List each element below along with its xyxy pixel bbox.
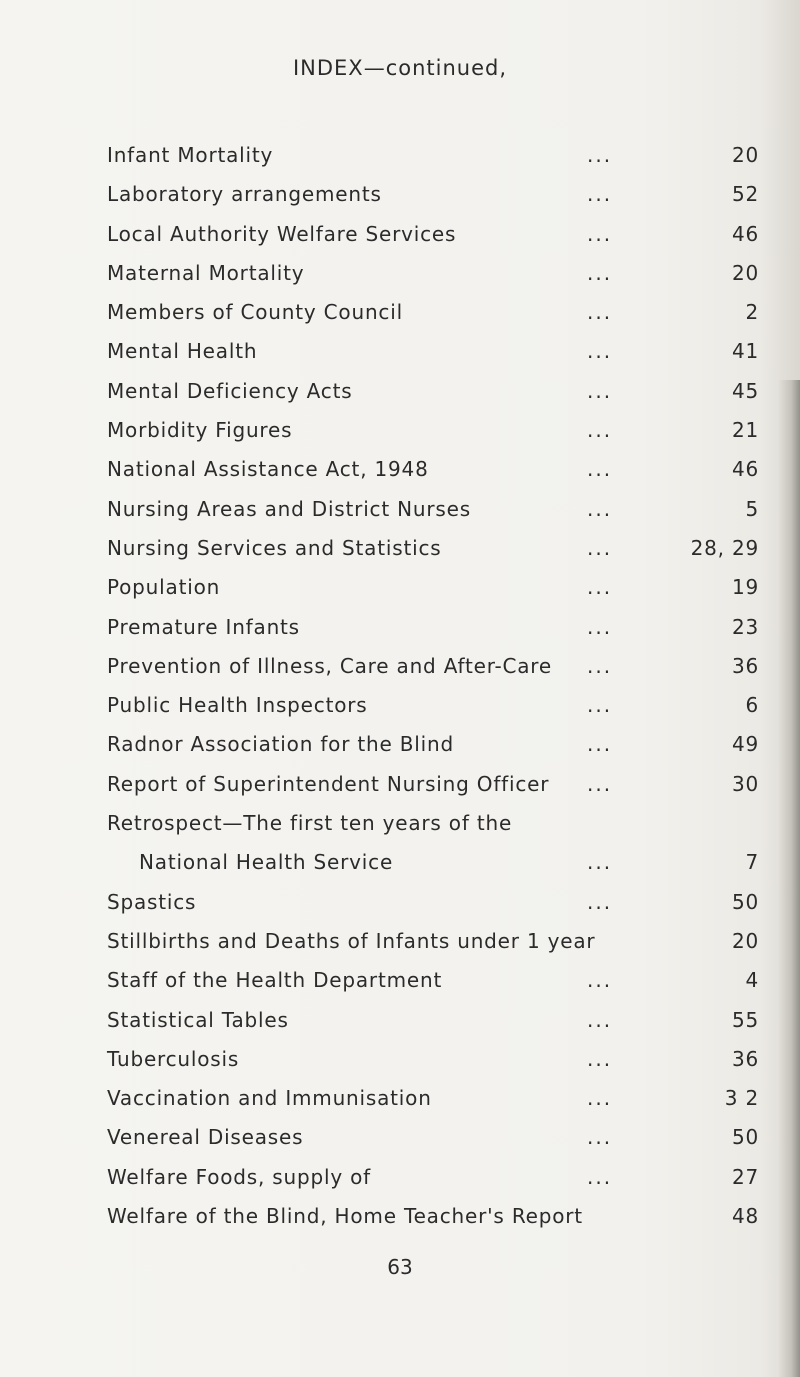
entry-label: Morbidity Figures [107, 418, 293, 443]
entry-leader-dots: ... [587, 378, 613, 403]
index-entry [107, 925, 767, 964]
entry-leader-dots: ... [587, 968, 613, 993]
index-entry [107, 414, 767, 453]
entry-label: Stillbirths and Deaths of Infants under 1 year [107, 928, 596, 953]
index-entry [107, 178, 767, 217]
entry-label: Tuberculosis [107, 1046, 240, 1071]
index-entry [107, 257, 767, 296]
entry-label: Welfare of the Blind, Home Teacher's Report [107, 1204, 583, 1229]
entry-leader-dots: ... [587, 1007, 613, 1032]
entry-leader-dots: ... [587, 771, 613, 796]
entry-page-number: 28, 29 [690, 535, 759, 560]
entry-leader-dots: ... [587, 143, 613, 167]
entry-page-number: 23 [731, 614, 759, 639]
entry-page-number: 46 [731, 457, 759, 482]
entry-leader-dots: ... [587, 418, 613, 443]
index-entry [107, 1004, 767, 1043]
entry-page-number: 46 [731, 221, 759, 246]
index-entry [107, 1082, 767, 1121]
index-entry [107, 375, 767, 414]
page-edge-shadow [778, 380, 800, 1377]
entry-label: Report of Superintendent Nursing Officer [107, 771, 550, 796]
entry-leader-dots: ... [587, 575, 613, 600]
entry-leader-dots: ... [587, 182, 613, 207]
entry-page-number: 20 [731, 928, 759, 953]
entry-label: Local Authority Welfare Services [107, 221, 457, 246]
entry-leader-dots: ... [587, 732, 613, 757]
index-entry [107, 139, 767, 178]
entry-label: Retrospect—The first ten years of the [107, 811, 513, 836]
entry-page-number: 5 [745, 496, 759, 521]
entry-page-number: 48 [731, 1204, 759, 1229]
entry-leader-dots: ... [587, 1046, 613, 1071]
index-entry [107, 493, 767, 532]
entry-leader-dots: ... [587, 693, 613, 718]
entry-leader-dots: ... [587, 260, 613, 285]
entry-page-number: 41 [731, 339, 759, 364]
entry-label: Laboratory arrangements [107, 182, 382, 207]
entry-page-number: 19 [731, 575, 759, 600]
entry-page-number: 30 [731, 771, 759, 796]
entry-label: Welfare Foods, supply of [107, 1164, 372, 1189]
entry-label: Prevention of Illness, Care and After-Care [107, 653, 552, 678]
entry-label: Spastics [107, 889, 197, 914]
entry-leader-dots: ... [587, 535, 613, 560]
index-entry [107, 689, 767, 728]
entry-label: Nursing Services and Statistics [107, 535, 442, 560]
entry-page-number: 21 [731, 418, 759, 443]
entry-leader-dots: ... [587, 339, 613, 364]
entry-label: Mental Health [107, 339, 258, 364]
index-entry [107, 453, 767, 492]
index-entry [107, 768, 767, 807]
entry-label: Venereal Diseases [107, 1125, 304, 1150]
entry-label: Nursing Areas and District Nurses [107, 496, 471, 521]
entry-page-number: 20 [731, 143, 759, 167]
index-entry [107, 728, 767, 767]
entry-page-number: 50 [731, 889, 759, 914]
entry-page-number: 20 [731, 260, 759, 285]
index-entry [107, 532, 767, 571]
index-entry [107, 611, 767, 650]
entry-page-number: 52 [731, 182, 759, 207]
index-entry [107, 650, 767, 689]
entry-label: Maternal Mortality [107, 260, 305, 285]
index-entry [107, 1121, 767, 1160]
entry-leader-dots: ... [587, 653, 613, 678]
entry-label: Population [107, 575, 221, 600]
entry-page-number: 2 [745, 300, 759, 325]
index-entry [107, 1161, 767, 1200]
entry-page-number: 36 [731, 1046, 759, 1071]
entry-label: National Assistance Act, 1948 [107, 457, 429, 482]
index-entry [107, 218, 767, 257]
entry-leader-dots: ... [587, 1086, 613, 1111]
index-entry [107, 571, 767, 610]
entry-leader-dots: ... [587, 1125, 613, 1150]
entry-label: Radnor Association for the Blind [107, 732, 454, 757]
entry-page-number: 36 [731, 653, 759, 678]
entry-label: Staff of the Health Department [107, 968, 443, 993]
entry-leader-dots: ... [587, 889, 613, 914]
entry-page-number: 4 [745, 968, 759, 993]
entry-page-number: 27 [731, 1164, 759, 1189]
entry-page-number: 3 2 [724, 1086, 759, 1111]
entry-label-continuation: National Health Service [139, 850, 394, 875]
entry-leader-dots: ... [587, 221, 613, 246]
page-number: 63 [387, 1255, 413, 1279]
entry-page-number: 49 [731, 732, 759, 757]
entry-page-number: 50 [731, 1125, 759, 1150]
index-entry [107, 1043, 767, 1082]
entry-page-number: 7 [745, 850, 759, 875]
entry-label: Statistical Tables [107, 1007, 289, 1032]
index-list [107, 139, 767, 1239]
entry-leader-dots: ... [587, 457, 613, 482]
entry-leader-dots: ... [587, 1164, 613, 1189]
entry-leader-dots: ... [587, 614, 613, 639]
entry-leader-dots: ... [587, 850, 613, 875]
index-entry [107, 886, 767, 925]
index-entry [107, 296, 767, 335]
index-entry [107, 1200, 767, 1239]
index-entry [107, 807, 767, 886]
entry-label: Infant Mortality [107, 143, 274, 167]
entry-label: Mental Deficiency Acts [107, 378, 353, 403]
entry-page-number: 55 [731, 1007, 759, 1032]
entry-label: Vaccination and Immunisation [107, 1086, 432, 1111]
entry-label: Members of County Council [107, 300, 403, 325]
entry-leader-dots: ... [587, 496, 613, 521]
entry-label: Public Health Inspectors [107, 693, 368, 718]
entry-page-number: 6 [745, 693, 759, 718]
page-title: INDEX—continued, [292, 56, 508, 80]
index-entry [107, 335, 767, 374]
entry-page-number: 45 [731, 378, 759, 403]
entry-leader-dots: ... [587, 300, 613, 325]
index-entry [107, 964, 767, 1003]
entry-label: Premature Infants [107, 614, 300, 639]
